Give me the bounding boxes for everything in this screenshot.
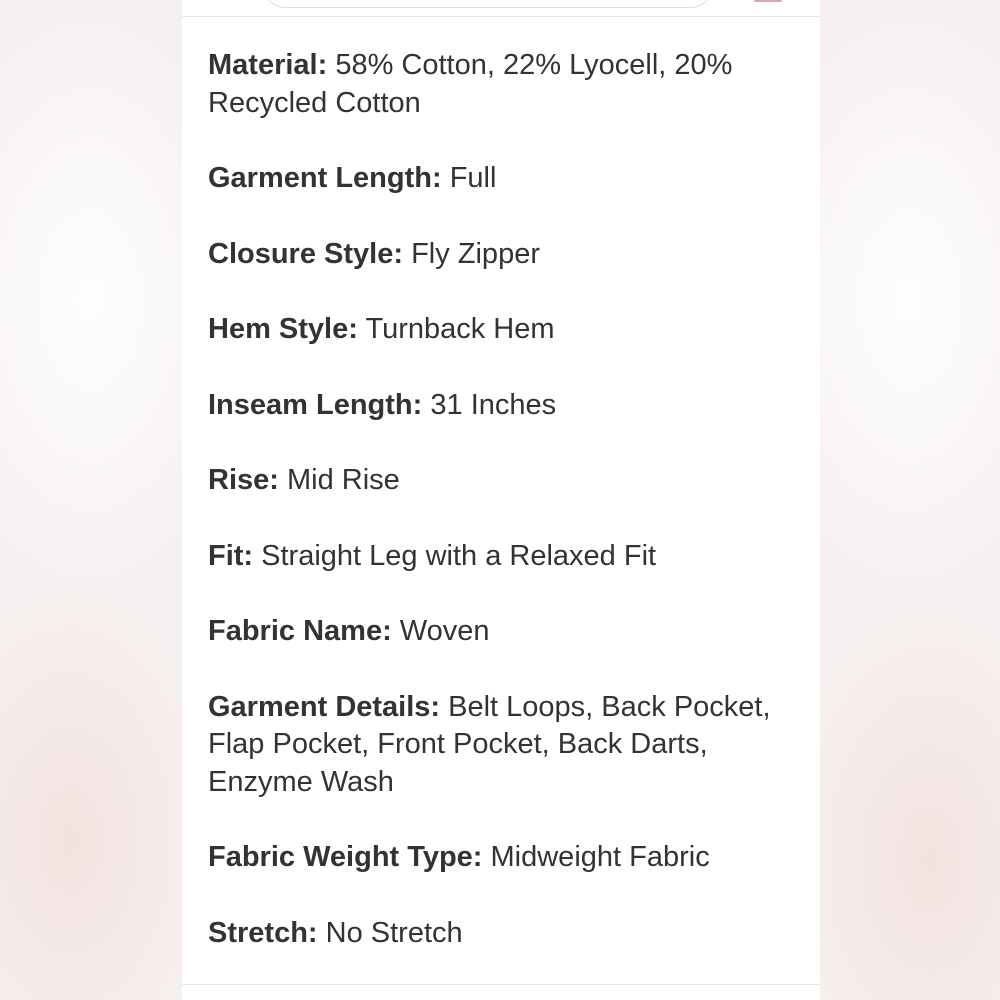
spec-fabric-name [208, 613, 798, 651]
spec-garment-details [208, 689, 798, 802]
spec-stretch [208, 915, 798, 953]
spec-value: Mid Rise [286, 464, 400, 496]
spec-inseam-length [208, 387, 798, 425]
spec-label: Garment Details: [208, 690, 441, 723]
header-bar [182, 0, 820, 17]
product-specifications-list [208, 47, 798, 990]
spec-label: Stretch: [208, 916, 318, 949]
spec-hem-style [208, 311, 798, 349]
spec-value: Belt Loops, Back Pocket, Flap Pocket, Front Pocket, Back Darts, Enzyme Wash [208, 690, 771, 798]
spec-label: Closure Style: [208, 237, 403, 270]
spec-value: Straight Leg with a Relaxed Fit [261, 539, 657, 572]
spec-label: Inseam Length: [208, 388, 423, 421]
search-bar[interactable] [262, 0, 714, 8]
cart-icon[interactable] [754, 0, 782, 2]
spec-material [208, 47, 798, 122]
spec-label: Hem Style: [208, 313, 358, 345]
spec-value: Woven [399, 615, 490, 647]
spec-value: 58% Cotton, 22% Lyocell, 20% Recycled Cotton [208, 49, 733, 119]
spec-label: Fit: [208, 539, 254, 572]
spec-label: Material: [208, 49, 328, 81]
spec-label: Fabric Weight Type: [208, 841, 483, 873]
spec-value: Turnback Hem [365, 313, 555, 345]
spec-fabric-weight-type [208, 839, 798, 877]
spec-value: Midweight Fabric [490, 841, 710, 873]
spec-value: Full [449, 162, 497, 194]
spec-value: 31 Inches [430, 388, 557, 421]
spec-value: No Stretch [325, 916, 463, 949]
product-details-page [182, 0, 820, 1000]
section-divider [182, 984, 820, 985]
spec-fit [208, 538, 798, 576]
spec-closure-style [208, 236, 798, 274]
spec-rise [208, 462, 798, 500]
spec-value: Fly Zipper [411, 237, 540, 270]
spec-label: Rise: [208, 464, 279, 496]
spec-label: Garment Length: [208, 162, 442, 194]
spec-garment-length [208, 160, 798, 198]
spec-label: Fabric Name: [208, 615, 392, 647]
